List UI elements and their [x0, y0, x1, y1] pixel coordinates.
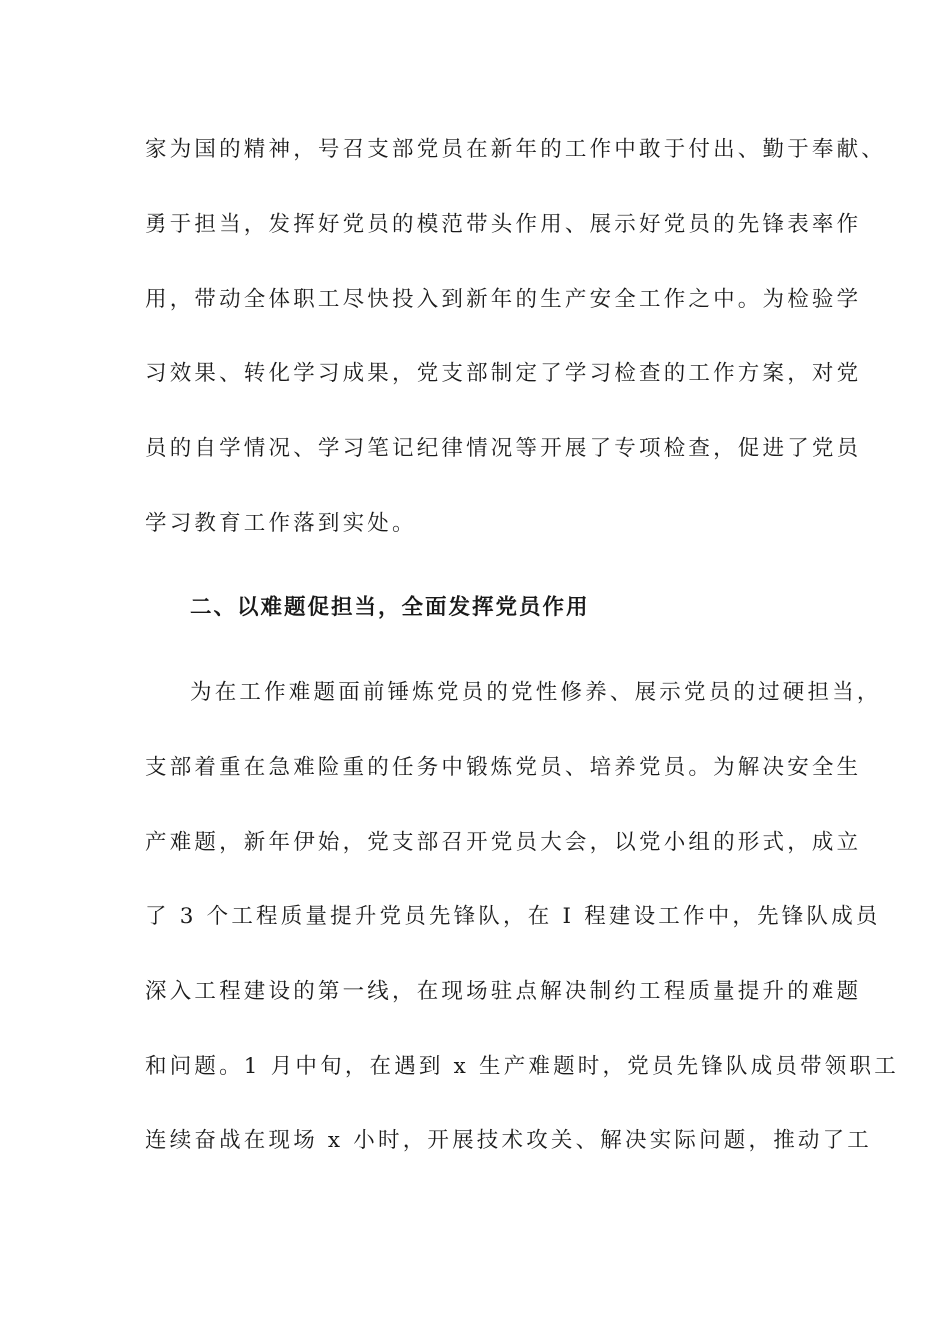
paragraph-line: 员的自学情况、学习笔记纪律情况等开展了专项检查，促进了党员 [145, 436, 862, 461]
paragraph-line: 支部着重在急难险重的任务中锻炼党员、培养党员。为解决安全生 [145, 755, 862, 780]
paragraph-line: 连续奋战在现场 x 小时，开展技术攻关、解决实际问题，推动了工 [145, 1128, 872, 1153]
paragraph-line: 学习教育工作落到实处。 [145, 511, 417, 536]
paragraph-line: 产难题，新年伊始，党支部召开党员大会，以党小组的形式，成立 [145, 830, 862, 855]
paragraph-line: 习效果、转化学习成果，党支部制定了学习检查的工作方案，对党 [145, 361, 862, 386]
paragraph-line: 为在工作难题面前锤炼党员的党性修养、展示党员的过硬担当， [190, 680, 882, 705]
paragraph-line: 和问题。1 月中旬，在遇到 x 生产难题时，党员先锋队成员带领职工 [145, 1054, 899, 1079]
paragraph-line: 家为国的精神，号召支部党员在新年的工作中敢于付出、勤于奉献、 [145, 137, 887, 162]
section-heading: 二、以难题促担当，全面发挥党员作用 [190, 595, 590, 620]
paragraph-line: 了 3 个工程质量提升党员先锋队，在 I 程建设工作中，先锋队成员 [145, 904, 881, 929]
paragraph-line: 用，带动全体职工尽快投入到新年的生产安全工作之中。为检验学 [145, 287, 862, 312]
paragraph-line: 深入工程建设的第一线，在现场驻点解决制约工程质量提升的难题 [145, 979, 862, 1004]
paragraph-line: 勇于担当，发挥好党员的模范带头作用、展示好党员的先锋表率作 [145, 212, 862, 237]
